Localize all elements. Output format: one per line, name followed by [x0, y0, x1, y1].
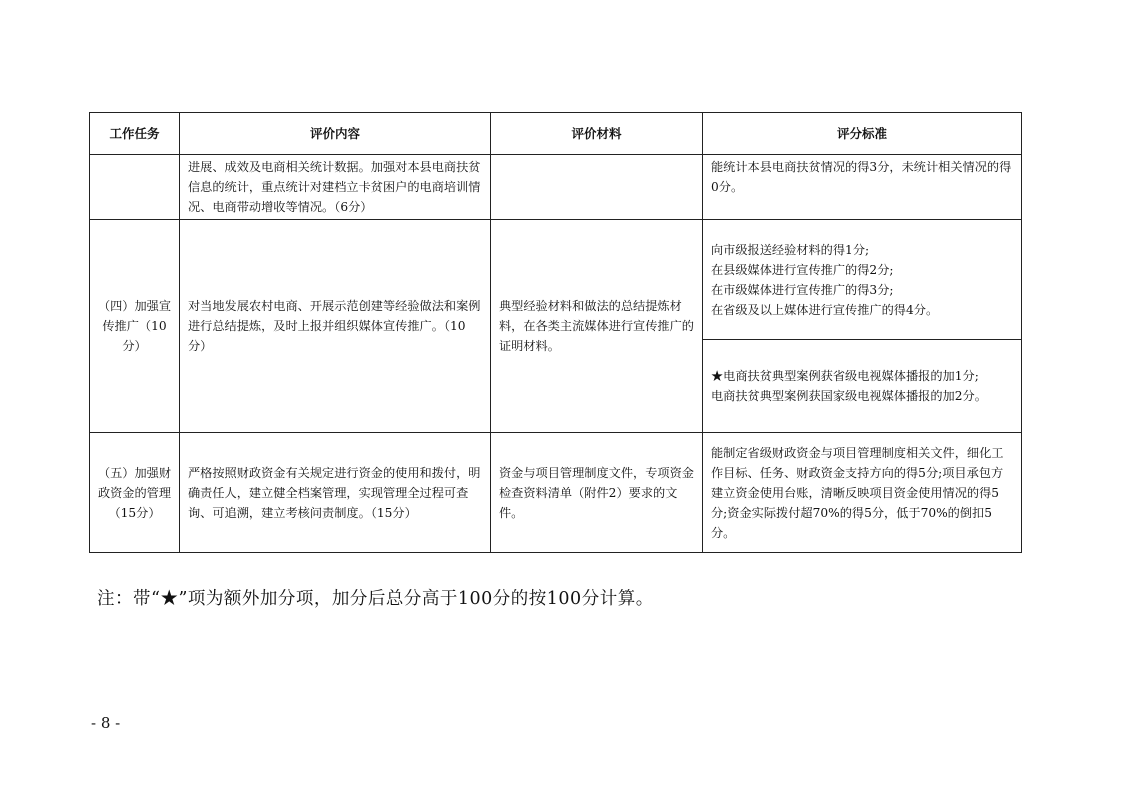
- row1-material: [491, 155, 703, 220]
- row1-task: [90, 155, 180, 220]
- row2-material: 典型经验材料和做法的总结提炼材料，在各类主流媒体进行宣传推广的证明材料。: [491, 220, 703, 433]
- evaluation-table: [89, 112, 1022, 553]
- criteria-line: 在省级及以上媒体进行宣传推广的得4分。: [711, 302, 939, 317]
- header-task: 工作任务: [90, 113, 180, 155]
- table-header-row: [90, 113, 1022, 155]
- table-row: [90, 155, 1022, 220]
- row1-content: 进展、成效及电商相关统计数据。加强对本县电商扶贫信息的统计，重点统计对建档立卡贫困户的电商培训情况、电商带动增收等情况。（6分）: [180, 155, 491, 220]
- header-criteria: 评分标准: [703, 113, 1022, 155]
- table-row: [90, 433, 1022, 553]
- row2-task: （四）加强宣传推广（10分）: [90, 220, 180, 433]
- criteria-line: 在市级媒体进行宣传推广的得3分;: [711, 282, 894, 297]
- row2-criteria-a: [703, 220, 1022, 340]
- row2-content: 对当地发展农村电商、开展示范创建等经验做法和案例进行总结提炼，及时上报并组织媒体宣传推广。（10分）: [180, 220, 491, 433]
- footnote: 注：带“★”项为额外加分项，加分后总分高于100分的按100分计算。: [97, 589, 654, 609]
- row1-criteria: 能统计本县电商扶贫情况的得3分，未统计相关情况的得0分。: [703, 155, 1022, 220]
- bonus-line: 电商扶贫典型案例获国家级电视媒体播报的加2分。: [711, 389, 987, 403]
- bonus-line: ★电商扶贫典型案例获省级电视媒体播报的加1分;: [711, 369, 979, 383]
- criteria-line: 向市级报送经验材料的得1分;: [711, 242, 870, 257]
- row2-criteria-b: [703, 340, 1022, 433]
- table-row: [90, 220, 1022, 340]
- page-number: - 8 -: [91, 714, 121, 732]
- row3-criteria: 能制定省级财政资金与项目管理制度相关文件，细化工作目标、任务、财政资金支持方向的得5分;项目承包方建立资金使用台账，清晰反映项目资金使用情况的得5分;资金实际拨付超70%的得5分，低于70%的倒扣5分。: [703, 433, 1022, 553]
- criteria-line: 在县级媒体进行宣传推广的得2分;: [711, 262, 894, 277]
- header-material: 评价材料: [491, 113, 703, 155]
- row3-task: （五）加强财政资金的管理（15分）: [90, 433, 180, 553]
- row3-material: 资金与项目管理制度文件，专项资金检查资料清单（附件2）要求的文件。: [491, 433, 703, 553]
- row3-content: 严格按照财政资金有关规定进行资金的使用和拨付，明确责任人，建立健全档案管理，实现管理全过程可查询、可追溯，建立考核问责制度。（15分）: [180, 433, 491, 553]
- header-content: 评价内容: [180, 113, 491, 155]
